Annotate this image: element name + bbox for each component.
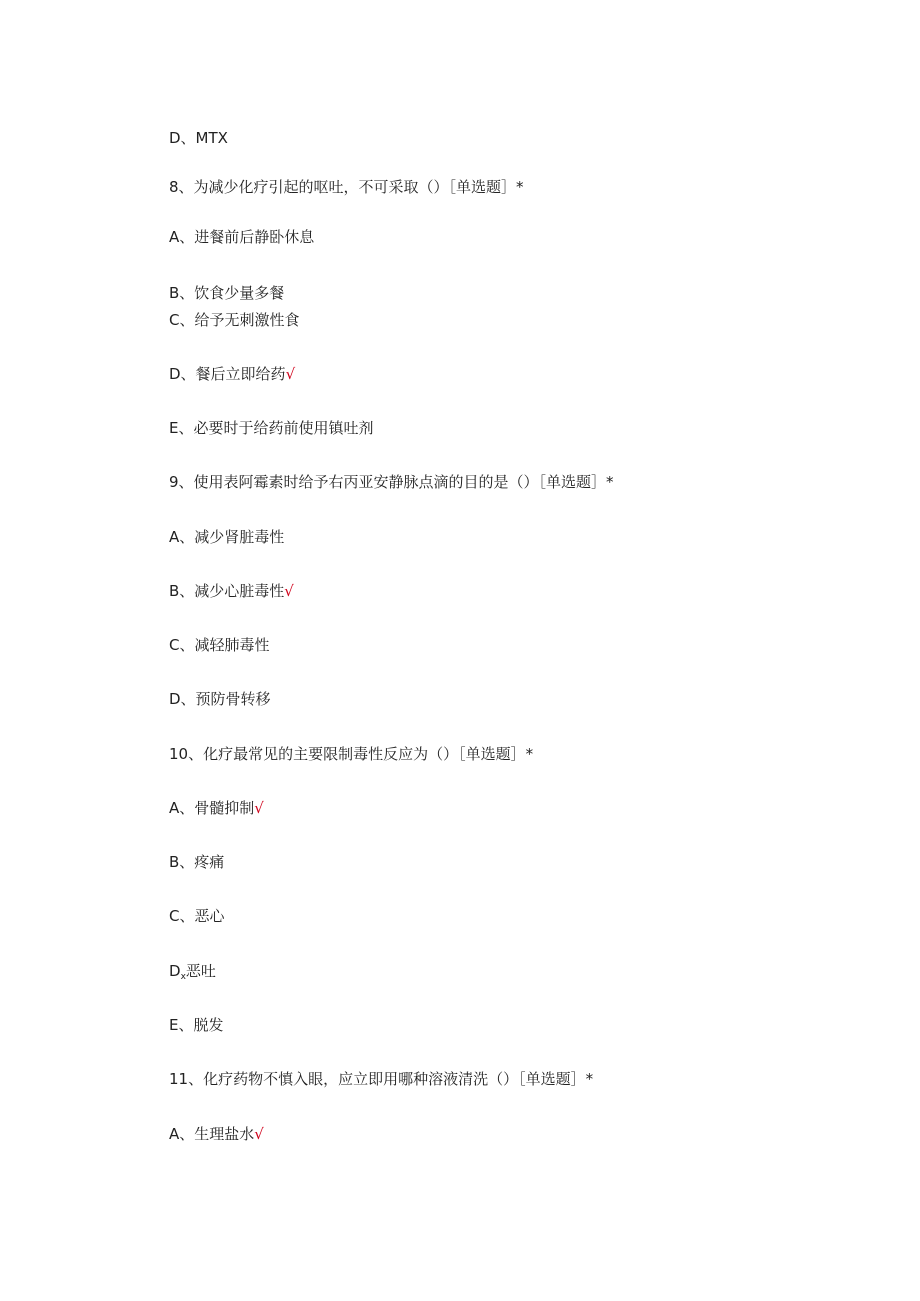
q10-option-d [169,961,216,987]
option-text: D、MTX [169,129,228,147]
q10-option-e [169,1015,223,1035]
correct-check-mark: √ [254,1125,264,1143]
q8-option-d [169,364,295,384]
correct-check-mark: √ [284,582,294,600]
option-text: C、减轻肺毒性 [169,636,270,654]
option-letter: D [169,962,181,980]
option-text: C、给予无刺激性食 [169,311,300,329]
q10-option-a [169,798,264,818]
q10-option-b [169,852,224,872]
option-text: E、必要时于给药前使用镇吐剂 [169,419,374,437]
question-10 [169,744,533,764]
q9-option-d [169,689,271,709]
option-text: B、疼痛 [169,853,225,871]
q10-option-c [169,906,224,926]
q9-option-b [169,581,294,601]
question-text: 10、化疗最常见的主要限制毒性反应为（）［单选题］* [169,745,534,763]
option-text: A、进餐前后静卧休息 [169,228,315,246]
option-d-mtx [169,128,228,148]
correct-check-mark: √ [285,365,296,383]
correct-check-mark: √ [254,799,264,817]
q8-option-b [169,283,284,303]
question-text: 8、为减少化疗引起的呕吐，不可采取（）［单选题］* [169,178,524,196]
option-text: 恶吐 [185,962,216,980]
option-subscript: x [180,972,186,982]
q8-option-e [169,418,373,438]
question-8 [169,177,524,197]
option-text: B、减少心脏毒性 [169,582,285,600]
q8-option-a [169,227,314,247]
option-text: D、餐后立即给药 [169,365,286,383]
question-11 [169,1069,593,1089]
q8-option-c [169,310,299,330]
question-text: 11、化疗药物不慎入眼，应立即用哪种溶液清洗（）［单选题］* [169,1070,594,1088]
option-text: A、骨髓抑制 [169,799,255,817]
option-text: C、恶心 [169,907,225,925]
q9-option-c [169,635,269,655]
option-text: D、预防骨转移 [169,690,271,708]
option-text: A、生理盐水 [169,1125,255,1143]
question-text: 9、使用表阿霉素时给予右丙亚安静脉点滴的目的是（）［单选题］* [169,473,614,491]
q11-option-a [169,1124,264,1144]
option-text: A、减少肾脏毒性 [169,528,285,546]
question-9 [169,472,614,492]
q9-option-a [169,527,284,547]
option-text: B、饮食少量多餐 [169,284,285,302]
option-text: E、脱发 [169,1016,224,1034]
